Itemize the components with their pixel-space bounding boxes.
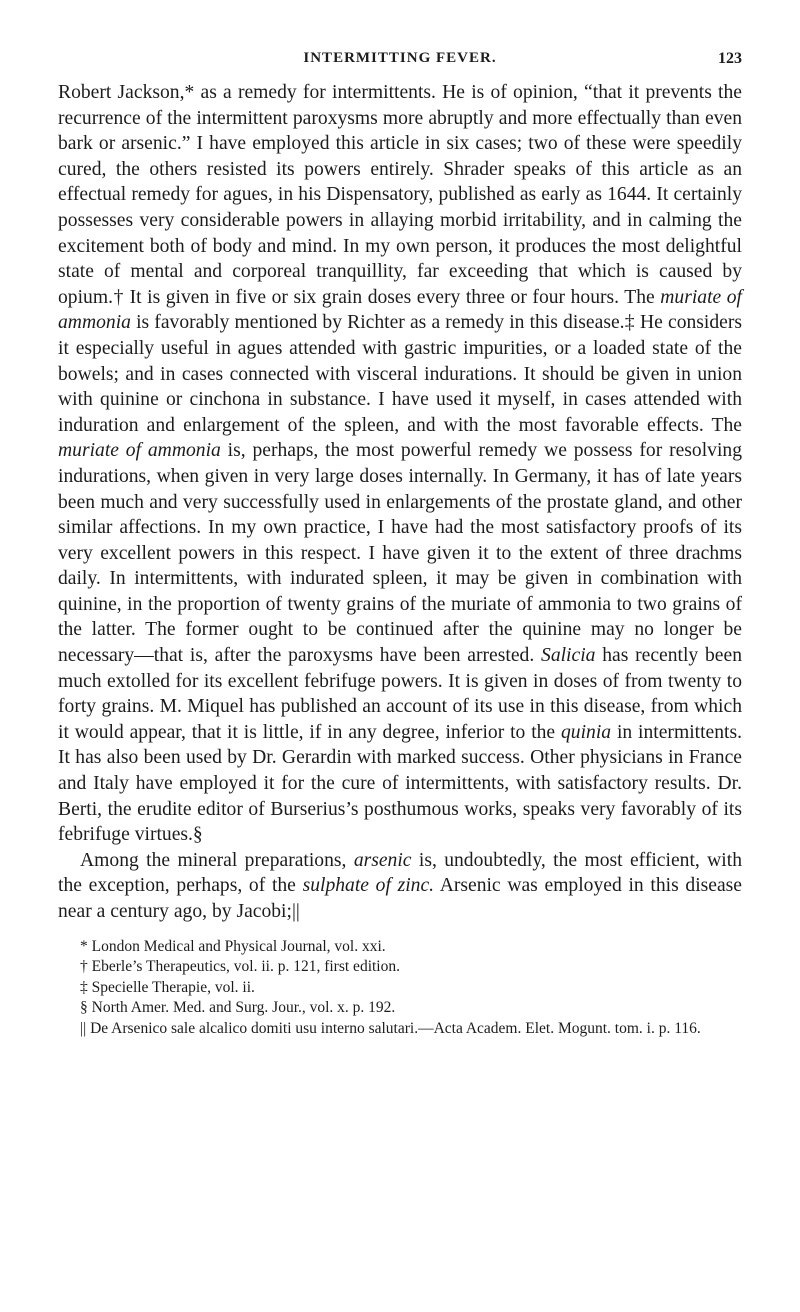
text-run: Among the mineral preparations,: [80, 849, 354, 871]
italic-term: sulphate of zinc.: [302, 875, 435, 897]
italic-term: quinia: [561, 721, 612, 743]
footnotes: [58, 937, 742, 1040]
italic-term: muriate of ammonia: [58, 440, 221, 462]
text-run: is favorably mentioned by Richter as a remedy in this disease.‡ He considers it especially useful in agues attended with gastric impurities, or a loaded state of the bowels; and in cases connected with visceral indurations. It should be given in union with quinine or cinchona in substance. I have used it myself, in cases attended with induration and enlargement of the spleen, and with the most favorable effects. The: [58, 312, 742, 436]
footnote: || De Arsenico sale alcalico domiti usu interno salutari.—Acta Academ. Elet. Mogunt. tom. i. p. 116.: [80, 1019, 701, 1037]
footnote: † Eberle’s Therapeutics, vol. ii. p. 121, first edition.: [80, 958, 400, 976]
running-title: INTERMITTING FEVER.: [303, 50, 497, 66]
italic-term: arsenic: [353, 849, 412, 871]
italic-term: Salicia: [541, 645, 596, 667]
footnote: ‡ Specielle Therapie, vol. ii.: [80, 978, 255, 996]
text-run: Arsenic was employed in this disease near a century ago, by Jacobi;||: [58, 875, 742, 922]
paragraph-2: [58, 848, 742, 925]
footnote: * London Medical and Physical Journal, vol. xxi.: [80, 937, 386, 955]
text-run: Robert Jackson,* as a remedy for intermittents. He is of opinion, “that it prevents the recurrence of the intermittent paroxysms more abruptly and more effectually than even bark or arsenic.” I have employed this article in six cases; two of these were speedily cured, the others resisted its powers entirely. Shrader speaks of this article as an effectual remedy for agues, in his Dispensatory, published as early as 1644. It certainly possesses very considerable powers in allaying morbid irritability, and in calming the excitement both of body and mind. In my own person, it produces the most delightful state of mental and corporeal tranquillity, far exceeding that which is caused by opium.† It is given in five or six grain doses every three or four hours. The: [58, 82, 742, 308]
text-run: in intermittents. It has also been used by Dr. Gerardin with marked success. Other physicians in France and Italy have employed it for the cure of intermittents, with satisfactory results. Dr. Berti, the erudite editor of Burserius’s posthumous works, speaks very favorably of its febrifuge virtues.§: [58, 721, 742, 846]
page-number: 123: [718, 50, 742, 67]
text-run: is, undoubtedly, the most efficient, with the exception, perhaps, of the: [58, 849, 742, 897]
italic-term: muriate of ammonia: [58, 286, 743, 334]
running-head: [58, 50, 742, 80]
footnote: § North Amer. Med. and Surg. Jour., vol. x. p. 192.: [80, 999, 396, 1017]
text-run: is, perhaps, the most powerful remedy we possess for resolving indurations, when given in very large doses internally. In Germany, it has of late years been much and very successfully used in enlargements of the prostate gland, and other similar affections. In my own practice, I have had the most satisfactory proofs of its very excellent powers in this respect. I have given it to the extent of three drachms daily. In intermittents, with indurated spleen, it may be given in combination with quinine, in the proportion of twenty grains of the muriate of ammonia to two grains of the latter. The former ought to be continued after the quinine may no longer be necessary—that is, after the paroxysms have been arrested.: [58, 440, 743, 667]
text-run: has recently been much extolled for its excellent febrifuge powers. It is given in doses of from twenty to forty grains. M. Miquel has published an account of its use in this disease, from which it would appear, that it is little, if in any degree, inferior to the: [58, 645, 743, 743]
book-page: [58, 50, 742, 1039]
paragraph-1: [58, 80, 742, 848]
